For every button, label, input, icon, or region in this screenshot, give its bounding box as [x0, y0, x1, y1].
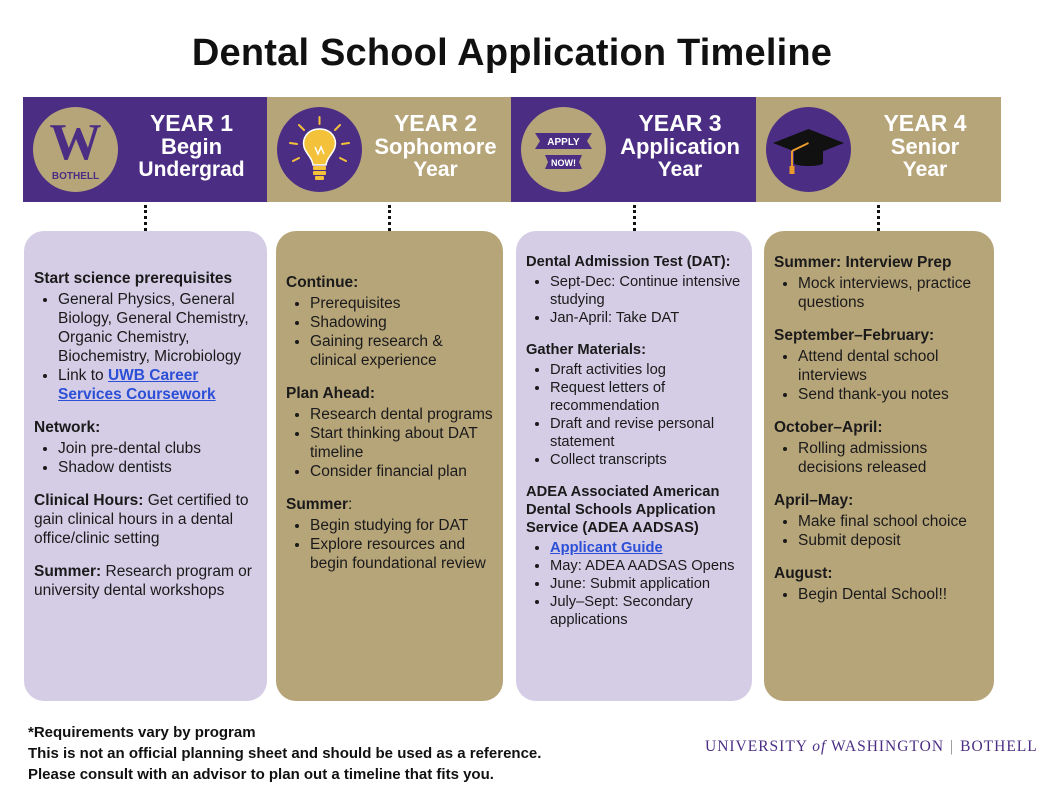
year-label: YEAR 2: [393, 110, 478, 136]
list-item: • General Physics, General Biology, General Chemistry, Organic Chemistry, Biochemistry, Microbiology: [58, 290, 257, 366]
applicant-guide-link[interactable]: Applicant Guide: [550, 540, 663, 556]
disclaimer-footnote: [28, 722, 541, 785]
section-heading: Dental Admission Test (DAT):: [526, 254, 731, 270]
list-item: • Submit deposit: [798, 531, 984, 550]
list-item: • Make final school choice: [798, 512, 984, 531]
year-1-banner: [23, 97, 267, 202]
summer-note: Summer: Research program or university dental workshops: [34, 563, 252, 599]
timeline-connector: [633, 205, 636, 231]
year-subtitle-line1: Senior: [890, 134, 960, 159]
list-item: • Explore resources and begin foundational review: [310, 535, 493, 573]
list-item: • Rolling admissions decisions released: [798, 439, 984, 477]
clinical-hours-note: Clinical Hours: Get certified to gain clinical hours in a dental office/clinic setting: [34, 492, 249, 547]
section-heading: August:: [774, 565, 833, 582]
year-2-card: [276, 231, 503, 701]
graduation-cap-icon: [766, 107, 851, 192]
section-heading: Summer: Interview Prep: [774, 254, 952, 271]
section-heading: Plan Ahead:: [286, 385, 375, 402]
lightbulb-icon: [277, 107, 362, 192]
apply-now-banner-icon: [521, 107, 606, 192]
year-label: YEAR 1: [149, 110, 234, 136]
list-item: • Prerequisites: [310, 294, 493, 313]
list-item: • Attend dental school interviews: [798, 347, 984, 385]
timeline-connector: [877, 205, 880, 231]
year-1-card: [24, 231, 267, 701]
year-4-card: [764, 231, 994, 701]
list-item: • Link to UWB Career Services Coursework: [58, 366, 257, 404]
footnote-line: Please consult with an advisor to plan out a timeline that fits you.: [28, 766, 494, 783]
list-item: • Begin Dental School!!: [798, 585, 984, 604]
year-subtitle-line1: Sophomore: [374, 134, 497, 159]
year-label: YEAR 4: [883, 110, 967, 136]
year-2-banner: [267, 97, 511, 202]
footnote-line: *Requirements vary by program: [28, 724, 256, 741]
list-item: [550, 539, 742, 557]
section-heading: Gather Materials:: [526, 342, 646, 358]
year-label: YEAR 3: [638, 110, 722, 136]
section-heading: Network:: [34, 419, 101, 436]
list-item: • Begin studying for DAT: [310, 516, 493, 535]
year-3-card: [516, 231, 752, 701]
list-item: • Jan-April: Take DAT: [550, 309, 742, 327]
list-item: • Consider financial plan: [310, 462, 493, 481]
svg-text:W: W: [49, 114, 102, 171]
list-item: • Mock interviews, practice questions: [798, 274, 984, 312]
list-item: • Draft activities log: [550, 361, 742, 379]
list-item: • Collect transcripts: [550, 451, 742, 469]
year-subtitle-line2: Year: [413, 158, 458, 181]
timeline-connector: [388, 205, 391, 231]
list-item: • May: ADEA AADSAS Opens: [550, 557, 742, 575]
section-heading: Continue:: [286, 274, 359, 291]
footnote-line: This is not an official planning sheet and should be used as a reference.: [28, 745, 542, 762]
svg-text:APPLY: APPLY: [547, 137, 580, 148]
list-item: • Shadowing: [310, 313, 493, 332]
year-4-banner: [756, 97, 1001, 202]
year-3-banner: [511, 97, 756, 202]
list-item: • Request letters of recommendation: [550, 379, 742, 415]
section-heading: April–May:: [774, 492, 854, 509]
year-subtitle-line2: Year: [657, 158, 703, 181]
uwb-career-services-link[interactable]: UWB Career Services Coursework: [58, 367, 216, 403]
section-heading: Summer:: [286, 496, 353, 513]
uw-w-logo-icon: [33, 107, 118, 192]
list-item: • Start thinking about DAT timeline: [310, 424, 493, 462]
list-item: • Sept-Dec: Continue intensive studying: [550, 273, 742, 309]
year-subtitle-line1: Application: [620, 134, 740, 159]
svg-text:NOW!: NOW!: [551, 158, 576, 168]
list-item: • Send thank-you notes: [798, 385, 984, 404]
page-title: Dental School Application Timeline: [191, 32, 833, 74]
uw-bothell-wordmark: UNIVERSITY of WASHINGTON | BOTHELL: [705, 738, 1038, 755]
list-item: • Join pre-dental clubs: [58, 439, 257, 458]
list-item: • Research dental programs: [310, 405, 493, 424]
list-item: • Draft and revise personal statement: [550, 415, 742, 451]
timeline-connector: [144, 205, 147, 231]
year-subtitle-line2: Undergrad: [138, 158, 245, 181]
list-item: • July–Sept: Secondary applications: [550, 593, 742, 629]
section-heading: October–April:: [774, 419, 883, 436]
svg-text:BOTHELL: BOTHELL: [51, 171, 100, 182]
year-subtitle-line1: Begin: [160, 134, 223, 159]
list-item: • Shadow dentists: [58, 458, 257, 477]
year-subtitle-line2: Year: [902, 158, 948, 181]
section-heading: September–February:: [774, 327, 935, 344]
list-item: • June: Submit application: [550, 575, 742, 593]
section-heading: ADEA Associated American Dental Schools Application Service (ADEA AADSAS): [526, 484, 720, 536]
section-heading: Start science prerequisites: [34, 270, 233, 287]
list-item: • Gaining research & clinical experience: [310, 332, 493, 370]
